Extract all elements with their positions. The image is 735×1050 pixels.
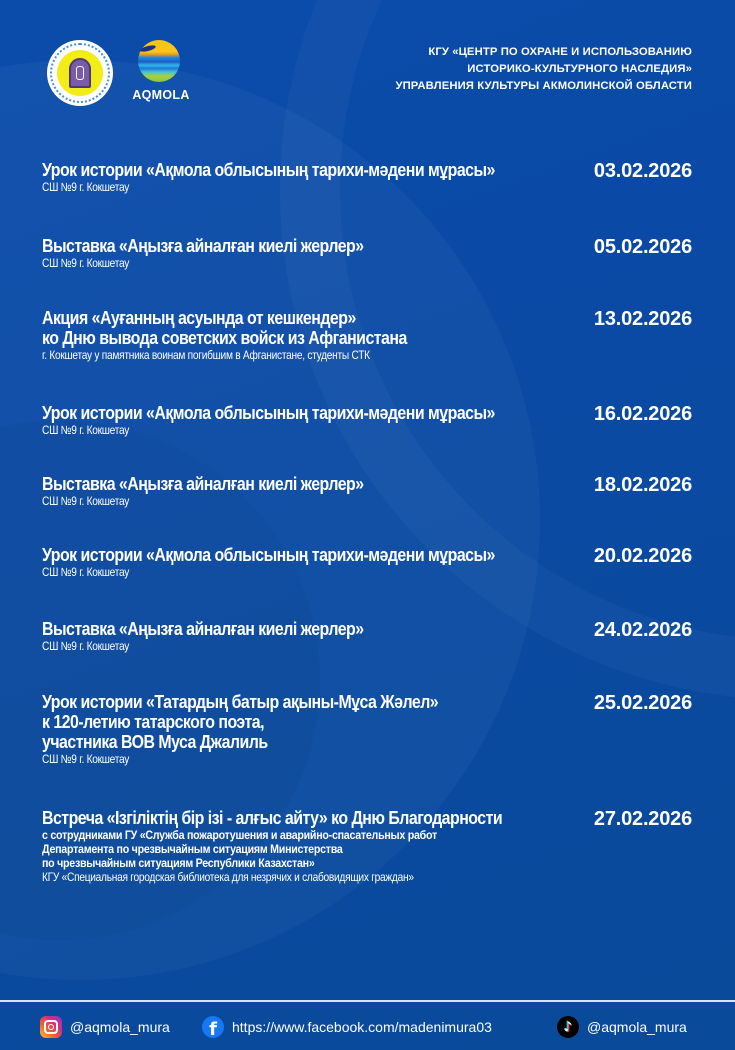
event-subtitle-line: по чрезвычайным ситуациям Республики Казахстан» [42, 856, 315, 870]
tiktok-icon: ♪ [557, 1016, 579, 1038]
instagram-link[interactable] [40, 1014, 170, 1040]
event-date: 27.02.2026 [593, 808, 692, 830]
instagram-handle: @aqmola_mura [70, 1019, 170, 1035]
event-title-line: ко Дню вывода советских войск из Афганистана [42, 327, 407, 348]
organization-line: ИСТОРИКО-КУЛЬТУРНОГО НАСЛЕДИЯ» [467, 63, 692, 75]
event-item [42, 236, 692, 270]
event-item [42, 692, 692, 766]
footer-divider [0, 1000, 735, 1002]
event-title: Выставка «Аңызға айналған киелі жерлер» [42, 618, 364, 639]
facebook-url: https://www.facebook.com/madenimura03 [232, 1019, 492, 1035]
event-item [42, 403, 692, 437]
tiktok-link[interactable] [557, 1014, 687, 1040]
event-title: Акция «Ауғанның асуында от кешкендер» [42, 307, 356, 328]
footer-social-links [0, 1014, 735, 1040]
event-place: СШ №9 г. Кокшетау [42, 494, 130, 508]
event-item [42, 474, 692, 508]
event-title: Встреча «Ізгіліктің бір ізі - алғыс айту» ко Дню Благодарности [42, 807, 503, 828]
event-title: Выставка «Аңызға айналған киелі жерлер» [42, 235, 364, 256]
event-place: СШ №9 г. Кокшетау [42, 256, 130, 270]
event-item [42, 619, 692, 653]
event-title: Урок истории «Ақмола облысының тарихи-мәдени мұрасы» [42, 159, 495, 180]
arch-emblem-icon [69, 58, 91, 88]
event-title: Урок истории «Татардың батыр ақыны-Мұса Жәлел» [42, 691, 439, 712]
organization-line: КГУ «ЦЕНТР ПО ОХРАНЕ И ИСПОЛЬЗОВАНИЮ [428, 46, 692, 58]
event-date: 25.02.2026 [593, 692, 692, 714]
aqmola-logo-label: AQMOLA [132, 88, 190, 102]
event-date: 18.02.2026 [593, 474, 692, 496]
header [0, 0, 735, 130]
event-title: Урок истории «Ақмола облысының тарихи-мәдени мұрасы» [42, 402, 495, 423]
event-place: СШ №9 г. Кокшетау [42, 565, 130, 579]
event-title-line: участника ВОВ Муса Джалиль [42, 731, 268, 752]
event-place: СШ №9 г. Кокшетау [42, 423, 130, 437]
organization-line: УПРАВЛЕНИЯ КУЛЬТУРЫ АКМОЛИНСКОЙ ОБЛАСТИ [395, 80, 692, 92]
event-date: 24.02.2026 [593, 619, 692, 641]
event-title-line: к 120-летию татарского поэта, [42, 711, 265, 732]
tiktok-handle: @aqmola_mura [587, 1019, 687, 1035]
event-date: 03.02.2026 [593, 160, 692, 182]
aqmola-logo [126, 40, 196, 106]
event-subtitle-line: Департамента по чрезвычайным ситуациям Министерства [42, 842, 343, 856]
event-title: Выставка «Аңызға айналған киелі жерлер» [42, 473, 364, 494]
event-item [42, 808, 692, 884]
event-place: СШ №9 г. Кокшетау [42, 752, 130, 766]
event-date: 20.02.2026 [593, 545, 692, 567]
event-title: Урок истории «Ақмола облысының тарихи-мәдени мұрасы» [42, 544, 495, 565]
event-item [42, 308, 692, 362]
event-item [42, 545, 692, 579]
instagram-icon [40, 1016, 62, 1038]
facebook-icon: f [202, 1016, 224, 1038]
event-date: 13.02.2026 [593, 308, 692, 330]
event-date: 05.02.2026 [593, 236, 692, 258]
organization-name [395, 44, 692, 95]
event-subtitle-line: с сотрудниками ГУ «Служба пожаротушения и аварийно-спасательных работ [42, 828, 437, 842]
heritage-center-logo-icon [47, 40, 113, 106]
event-item [42, 160, 692, 194]
event-place: СШ №9 г. Кокшетау [42, 180, 130, 194]
event-place: СШ №9 г. Кокшетау [42, 639, 130, 653]
facebook-link[interactable] [202, 1014, 492, 1040]
event-date: 16.02.2026 [593, 403, 692, 425]
event-place: г. Кокшетау у памятника воинам погибшим в Афганистане, студенты СТК [42, 348, 370, 362]
event-place: КГУ «Специальная городская библиотека для незрячих и слабовидящих граждан» [42, 870, 414, 884]
